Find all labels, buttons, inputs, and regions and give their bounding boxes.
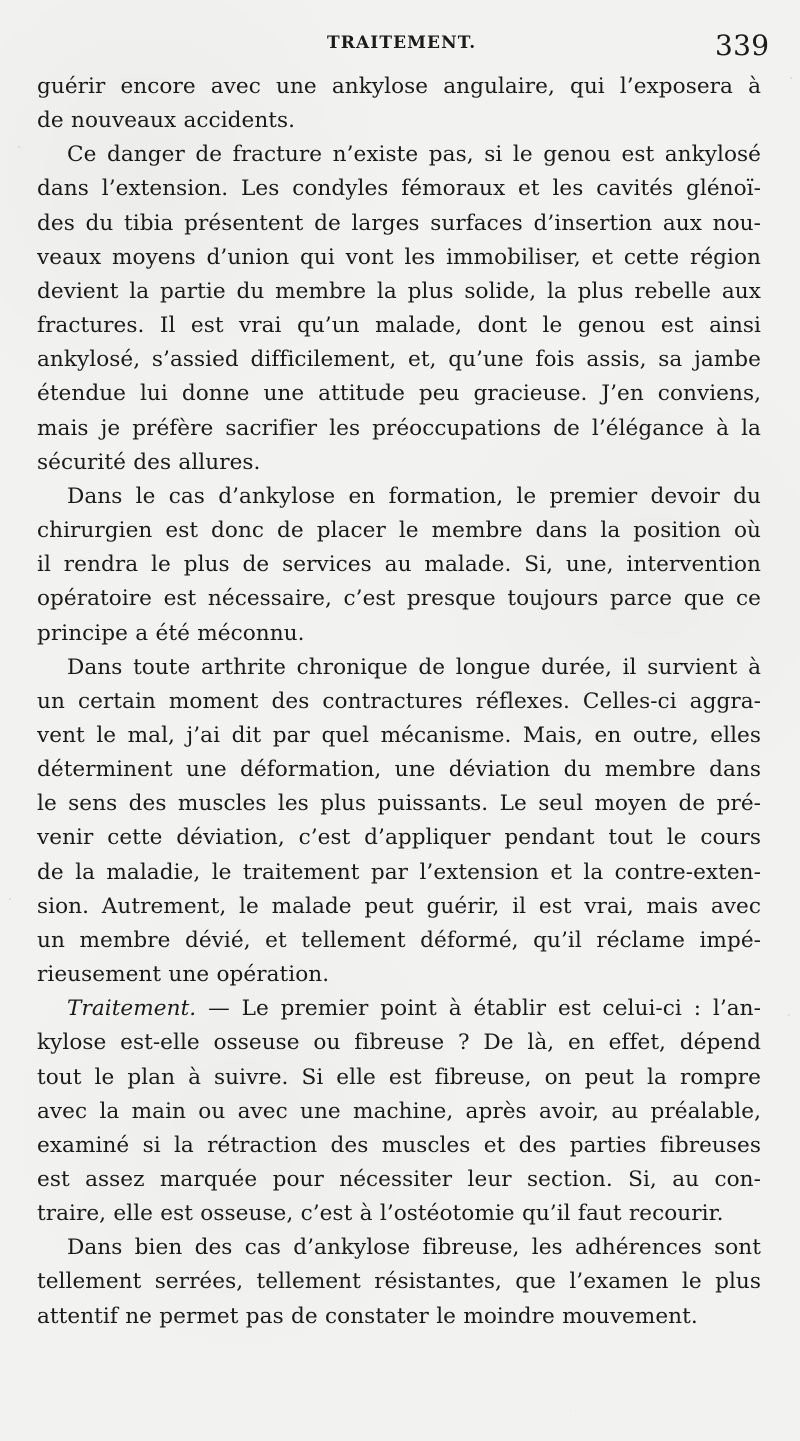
text-line: Ce danger de fracture n’existe pas, si le genou est ankylosé xyxy=(67,142,761,168)
text-line: des du tibia présentent de larges surfaces d’insertion aux nou- xyxy=(37,210,761,236)
paragraph-6 xyxy=(37,1231,761,1333)
text-line: tellement serrées, tellement résistantes, que l’examen le plus xyxy=(37,1269,761,1295)
text-line: traire, elle est osseuse, c’est à l’ostéotomie qu’il faut recourir. xyxy=(37,1201,724,1227)
text-line: de nouveaux accidents. xyxy=(37,108,296,134)
text-line: le sens des muscles les plus puissants. Le seul moyen de pré- xyxy=(37,791,761,817)
text-line: fractures. Il est vrai qu’un malade, dont le genou est ainsi xyxy=(37,313,761,339)
text-line: sécurité des allures. xyxy=(37,449,261,475)
text-line: rieusement une opération. xyxy=(37,962,330,988)
text-line: veaux moyens d’union qui vont les immobiliser, et cette région xyxy=(37,244,761,270)
text-line: opératoire est nécessaire, c’est presque toujours parce que ce xyxy=(37,586,761,612)
text-line: un certain moment des contractures réflexes. Celles-ci aggra- xyxy=(37,688,761,714)
text-line: il rendra le plus de services au malade. Si, une, intervention xyxy=(37,552,761,578)
page-body xyxy=(37,70,761,1334)
page-number: 339 xyxy=(715,29,770,62)
text-line: Dans le cas d’ankylose en formation, le premier devoir du xyxy=(67,483,761,509)
paper-speck xyxy=(790,77,792,79)
paragraph-4 xyxy=(37,651,761,993)
text-line: Dans toute arthrite chronique de longue durée, il survient à xyxy=(67,654,761,680)
text-line: Dans bien des cas d’ankylose fibreuse, les adhérences sont xyxy=(67,1235,761,1261)
text-line: de la maladie, le traitement par l’extension et la contre-exten- xyxy=(37,859,761,885)
text-line: est assez marquée pour nécessiter leur section. Si, au con- xyxy=(37,1167,761,1192)
text-line: venir cette déviation, c’est d’appliquer pendant tout le cours xyxy=(37,825,761,851)
text-line: devient la partie du membre la plus solide, la plus rebelle aux xyxy=(37,278,761,304)
text-line: sion. Autrement, le malade peut guérir, il est vrai, mais avec xyxy=(37,893,761,919)
text-line: principe a été méconnu. xyxy=(37,620,305,646)
text-line: examiné si la rétraction des muscles et des parties fibreuses xyxy=(37,1132,761,1158)
text-line: un membre dévié, et tellement déformé, qu’il réclame impé- xyxy=(37,927,761,953)
paragraph-1 xyxy=(37,70,761,138)
text-line: kylose est-elle osseuse ou fibreuse ? De là, en effet, dépend xyxy=(37,1030,761,1056)
text-line: étendue lui donne une attitude peu gracieuse. J’en conviens, xyxy=(37,381,761,407)
paper-speck xyxy=(570,1410,571,1411)
text-line: attentif ne permet pas de constater le moindre mouvement. xyxy=(37,1303,698,1329)
paragraph-3 xyxy=(37,480,761,651)
paragraph-5 xyxy=(37,992,761,1231)
paper-speck xyxy=(788,1014,790,1016)
section-label: Traitement. xyxy=(67,996,197,1022)
running-head: TRAITEMENT. xyxy=(327,33,477,53)
text-line: guérir encore avec une ankylose angulaire, qui l’exposera à xyxy=(37,74,761,99)
section-first-line-rest: — Le premier point à établir est celui-ci : l’an- xyxy=(196,996,761,1022)
text-line: tout le plan à suivre. Si elle est fibreuse, on peut la rompre xyxy=(37,1064,761,1090)
text-line: chirurgien est donc de placer le membre dans la position où xyxy=(37,518,761,544)
text-line: déterminent une déformation, une déviation du membre dans xyxy=(37,757,761,783)
text-line: mais je préfère sacrifier les préoccupations de l’élégance à la xyxy=(37,415,761,441)
text-line xyxy=(37,992,761,1026)
text-line: vent le mal, j’ai dit par quel mécanisme. Mais, en outre, elles xyxy=(37,722,761,748)
paper-speck xyxy=(18,146,20,148)
text-line: avec la main ou avec une machine, après avoir, au préalable, xyxy=(37,1098,761,1124)
text-line: dans l’extension. Les condyles fémoraux et les cavités glénoï- xyxy=(37,176,761,202)
paper-speck xyxy=(9,898,11,900)
paragraph-2 xyxy=(37,138,761,480)
text-line: ankylosé, s’assied difficilement, et, qu’une fois assis, sa jambe xyxy=(37,347,761,373)
page-header xyxy=(0,29,800,65)
